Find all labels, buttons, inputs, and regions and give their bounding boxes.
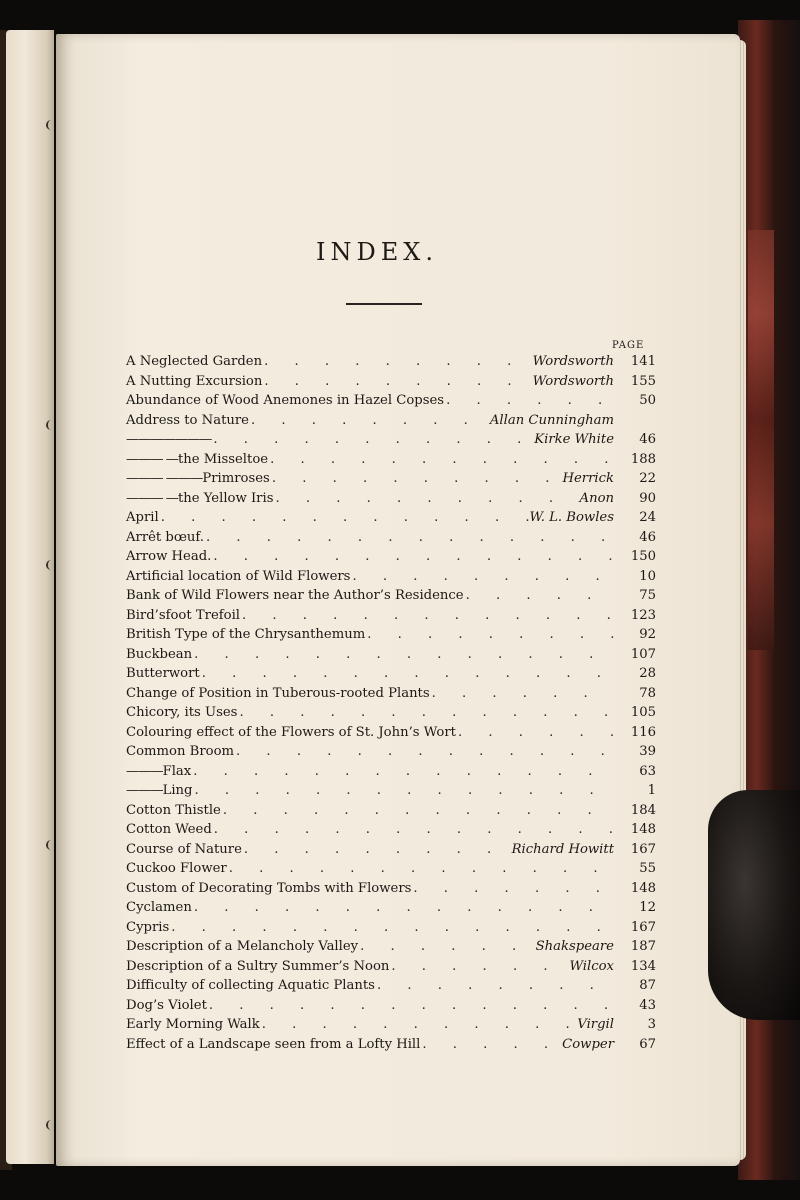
index-entry (126, 976, 656, 996)
index-entry (126, 1015, 656, 1035)
entry-title: Cypris (126, 919, 170, 935)
entry-title: the Yellow Iris (177, 490, 274, 506)
entry-page-number: 105 (630, 705, 656, 720)
entry-title: British Type of the Chrysanthemum (126, 627, 366, 642)
entry-ditto-dash: ——— (126, 763, 163, 779)
entry-page-number: 150 (630, 549, 656, 564)
index-entry (126, 840, 656, 860)
dot-leader (358, 937, 535, 957)
entry-page-number: 141 (630, 354, 656, 369)
page-title: INDEX. (316, 238, 438, 266)
entry-author: Cowper (562, 1036, 614, 1052)
dot-leader (375, 976, 614, 996)
dot-leader (192, 898, 614, 918)
index-entry (126, 430, 656, 450)
entry-title: Arrêt bœuf. (126, 529, 205, 545)
book-stand-clamp (708, 790, 800, 1020)
entry-page-number: 167 (630, 841, 656, 857)
dot-leader (212, 820, 614, 840)
dot-leader (242, 840, 512, 860)
index-entry (126, 879, 656, 899)
entry-page-number: 116 (630, 724, 656, 740)
entry-author: Virgil (577, 1017, 614, 1032)
index-entry (126, 508, 656, 528)
binding-stitch (46, 840, 56, 850)
entry-title: Abundance of Wood Anemones in Hazel Copses (126, 393, 445, 408)
entry-title: Flax (162, 763, 192, 779)
entry-author: Wordsworth (532, 373, 614, 389)
entry-page-number: 12 (639, 900, 656, 915)
entry-title: the Misseltoe (177, 451, 269, 467)
marbled-endpaper-edge (748, 230, 774, 650)
index-entry (126, 372, 656, 392)
index-entry (126, 781, 656, 801)
entry-title: Cotton Weed (126, 822, 212, 837)
entry-ditto-dash: ——————— (126, 432, 212, 447)
dot-leader (227, 859, 614, 879)
entry-author: Shakspeare (535, 939, 614, 954)
dot-leader (211, 430, 534, 450)
dot-leader (268, 450, 614, 470)
index-entry (126, 469, 656, 489)
entry-author: Allan Cunningham (489, 412, 614, 428)
index-entry (126, 528, 656, 548)
index-entry (126, 898, 656, 918)
index-entry (126, 567, 656, 587)
entry-page-number: 43 (639, 997, 656, 1013)
index-entry (126, 547, 656, 567)
entry-title: Artificial location of Wild Flowers (126, 568, 351, 584)
entry-page-number: 28 (639, 666, 656, 681)
entry-page-number: 155 (630, 373, 656, 389)
entry-page-number: 67 (639, 1036, 656, 1052)
entry-title: Bank of Wild Flowers near the Author’s Residence (126, 588, 464, 603)
entry-page-number: 75 (639, 588, 656, 603)
dot-leader (444, 391, 614, 411)
entry-title: Primroses (202, 471, 270, 486)
page-column-heading: PAGE (612, 340, 645, 351)
dot-leader (411, 879, 614, 899)
dot-leader (389, 957, 569, 977)
entry-title: A Neglected Garden (126, 354, 263, 369)
dot-leader (260, 1015, 578, 1035)
entry-page-number: 123 (630, 607, 656, 623)
entry-title: Effect of a Landscape seen from a Lofty Hill (126, 1036, 421, 1052)
index-entry (126, 450, 656, 470)
entry-page-number: 63 (639, 763, 656, 779)
dot-leader (221, 801, 614, 821)
entry-page-number: 134 (630, 958, 656, 974)
dot-leader (191, 762, 614, 782)
entry-author: W. L. Bowles (529, 510, 614, 525)
entry-ditto-dash: ——— ——— (126, 471, 203, 486)
index-entry (126, 489, 656, 509)
index-entry (126, 586, 656, 606)
binding-stitch (46, 420, 56, 430)
entry-page-number: 10 (639, 568, 656, 584)
index-entry (126, 801, 656, 821)
entry-title: Change of Position in Tuberous-rooted Plants (126, 685, 430, 701)
dot-leader (420, 1035, 562, 1055)
entry-page-number: 46 (639, 529, 656, 545)
dot-leader (169, 918, 614, 938)
dot-leader (207, 996, 614, 1016)
index-entry (126, 703, 656, 723)
dot-leader (456, 723, 614, 743)
entry-title: Custom of Decorating Tombs with Flowers (126, 880, 412, 896)
entry-title: Ling (162, 783, 193, 798)
entry-page-number: 148 (630, 822, 656, 837)
entry-page-number: 107 (630, 646, 656, 662)
entry-ditto-dash: ——— — (126, 490, 178, 506)
dot-leader (192, 781, 614, 801)
entry-title: A Nutting Excursion (126, 373, 263, 389)
index-entry (126, 996, 656, 1016)
entry-title: Chicory, its Uses (126, 705, 238, 720)
index-entry (126, 606, 656, 626)
entry-author: Richard Howitt (511, 841, 614, 857)
entry-author: Anon (579, 490, 614, 506)
index-entry (126, 723, 656, 743)
dot-leader (237, 703, 614, 723)
entry-title: Buckbean (126, 646, 193, 662)
index-entry (126, 859, 656, 879)
entry-title: Bird’sfoot Trefoil (126, 607, 241, 623)
entry-title: Description of a Sultry Summer’s Noon (126, 958, 390, 974)
dot-leader (273, 489, 579, 509)
entry-page-number: 46 (639, 432, 656, 447)
dot-leader (270, 469, 563, 489)
binding-stitch (46, 560, 56, 570)
dot-leader (430, 684, 614, 704)
entry-page-number: 22 (639, 471, 656, 486)
index-entry (126, 664, 656, 684)
dot-leader (204, 528, 614, 548)
index-entry (126, 684, 656, 704)
entry-title: Description of a Melancholy Valley (126, 939, 359, 954)
entry-author: Herrick (562, 471, 614, 486)
entry-title: Dog’s Violet (126, 997, 207, 1013)
entry-title: Cyclamen (126, 900, 192, 915)
binding-stitch (46, 120, 56, 130)
entry-title: Course of Nature (126, 841, 242, 857)
dot-leader (249, 411, 490, 431)
entry-page-number: 90 (639, 490, 656, 506)
entry-ditto-dash: ——— (126, 783, 163, 798)
index-entry (126, 820, 656, 840)
dot-leader (234, 742, 614, 762)
entry-page-number: 55 (639, 861, 656, 876)
entry-title: Cuckoo Flower (126, 861, 227, 876)
entry-ditto-dash: ——— — (126, 451, 178, 467)
entry-page-number: 87 (639, 978, 656, 993)
entry-page-number: 1 (647, 783, 656, 798)
entry-page-number: 148 (630, 880, 656, 896)
entry-page-number: 167 (630, 919, 656, 935)
entry-author: Wilcox (569, 958, 614, 974)
index-entry (126, 625, 656, 645)
left-page-strip (6, 30, 54, 1164)
entry-title: Common Broom (126, 744, 235, 759)
index-entry (126, 352, 656, 372)
binding-stitch (46, 1120, 56, 1130)
index-entry (126, 391, 656, 411)
index-entries (126, 352, 656, 1054)
index-entry (126, 762, 656, 782)
dot-leader (240, 606, 614, 626)
entry-page-number: 188 (630, 451, 656, 467)
entry-title: Colouring effect of the Flowers of St. John’s Wort (126, 724, 456, 740)
entry-page-number: 24 (639, 510, 656, 525)
dot-leader (211, 547, 614, 567)
index-entry (126, 742, 656, 762)
dot-leader (350, 567, 614, 587)
index-entry (126, 957, 656, 977)
dot-leader (192, 645, 614, 665)
index-entry (126, 1035, 656, 1055)
entry-title: April (126, 510, 159, 525)
dot-leader (200, 664, 614, 684)
entry-title: Early Morning Walk (126, 1017, 260, 1032)
index-entry (126, 645, 656, 665)
dot-leader (262, 352, 532, 372)
dot-leader (365, 625, 614, 645)
entry-author: Kirke White (534, 432, 614, 447)
entry-page-number: 92 (639, 627, 656, 642)
index-entry (126, 918, 656, 938)
entry-title: Cotton Thistle (126, 802, 221, 818)
dot-leader (464, 586, 614, 606)
entry-page-number: 184 (630, 802, 656, 818)
title-rule (346, 303, 422, 305)
entry-author: Wordsworth (532, 354, 614, 369)
entry-title: Arrow Head. (126, 549, 212, 564)
entry-title: Difficulty of collecting Aquatic Plants (126, 978, 375, 993)
entry-page-number: 39 (639, 744, 656, 759)
entry-page-number: 187 (630, 939, 656, 954)
entry-page-number: 78 (639, 685, 656, 701)
index-entry (126, 411, 656, 431)
entry-page-number: 50 (639, 393, 656, 408)
entry-page-number: 3 (647, 1017, 656, 1032)
entry-title: Butterwort (126, 666, 200, 681)
dot-leader (262, 372, 532, 392)
index-entry (126, 937, 656, 957)
dot-leader (159, 508, 530, 528)
entry-title: Address to Nature (126, 412, 249, 428)
